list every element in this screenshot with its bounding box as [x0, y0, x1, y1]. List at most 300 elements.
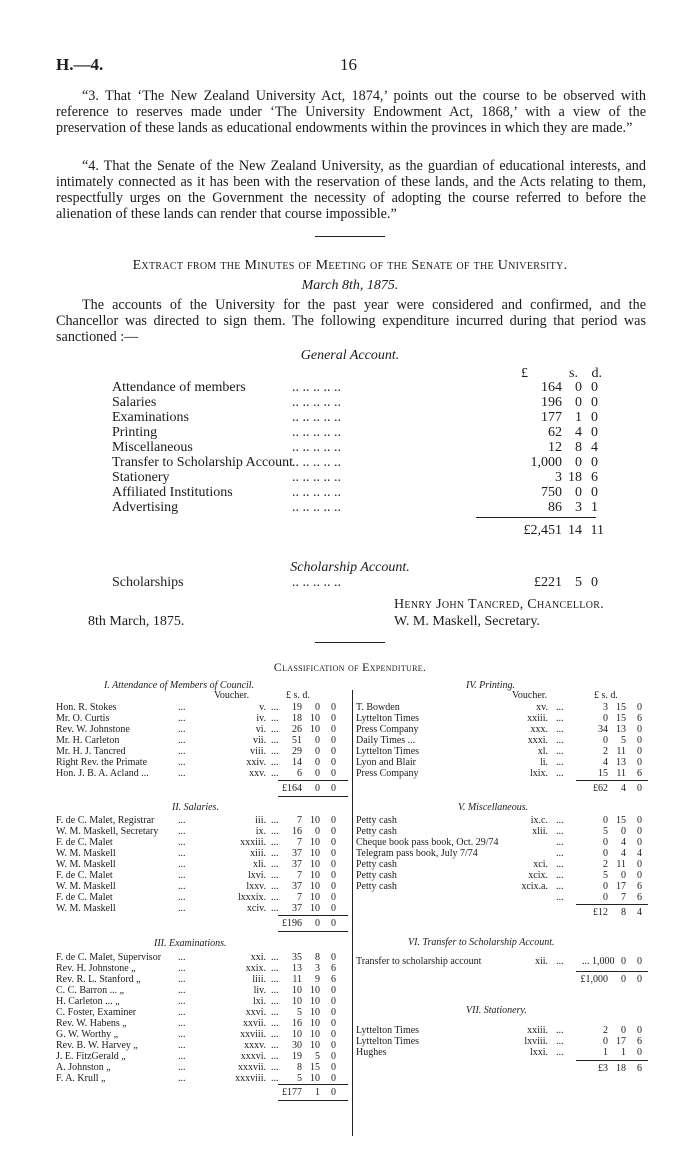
- pence: 0: [331, 1007, 336, 1018]
- secretary-signature: W. M. Maskell, Secretary.: [394, 614, 540, 629]
- leader: ...: [271, 837, 279, 848]
- leader: ...: [178, 1040, 186, 1051]
- section-total: [56, 918, 352, 929]
- shillings: 10: [310, 903, 320, 914]
- row-label: Stationery: [112, 470, 170, 485]
- table-row: [56, 1040, 352, 1051]
- leader: ...: [556, 757, 564, 768]
- leader: ...: [556, 713, 564, 724]
- pounds: 19: [292, 1051, 302, 1062]
- leader: ...: [556, 848, 564, 859]
- voucher: iii.: [255, 815, 266, 826]
- pence: 0: [637, 870, 642, 881]
- payee: T. Bowden: [356, 702, 400, 713]
- leader: ...: [271, 713, 279, 724]
- general-row: [112, 410, 652, 425]
- voucher: xxv.: [249, 768, 266, 779]
- voucher: xxiii.: [527, 1025, 548, 1036]
- pounds: 5: [603, 870, 608, 881]
- shillings: 15: [616, 702, 626, 713]
- pounds: 5: [297, 1073, 302, 1084]
- pence: 0: [637, 724, 642, 735]
- pence: 0: [331, 746, 336, 757]
- table-row: [356, 848, 652, 859]
- shillings: 0: [315, 826, 320, 837]
- pence: 0: [637, 735, 642, 746]
- pence: 0: [331, 1062, 336, 1073]
- payee: Hon. J. B. A. Acland ...: [56, 768, 149, 779]
- col-shillings: s.: [569, 366, 578, 381]
- pence: 6: [637, 1036, 642, 1047]
- leader: ...: [178, 815, 186, 826]
- section-total: [356, 974, 652, 985]
- leader: ...: [271, 996, 279, 1007]
- pence: 0: [331, 1029, 336, 1040]
- pounds: 2: [603, 859, 608, 870]
- shillings: 17: [616, 1036, 626, 1047]
- section-total: [56, 783, 352, 794]
- scholarship-account-title: Scholarship Account.: [290, 560, 410, 575]
- voucher: ix.: [255, 826, 266, 837]
- col-header: £ s. d.: [286, 690, 310, 701]
- leader: ...: [556, 768, 564, 779]
- shillings: 10: [310, 713, 320, 724]
- leader: ...: [271, 985, 279, 996]
- table-row: [56, 892, 352, 903]
- pence: 6: [637, 881, 642, 892]
- document-code: H.—4.: [56, 55, 104, 74]
- leader: ...: [178, 702, 186, 713]
- shillings: 4: [621, 783, 626, 794]
- payee: W. M. Maskell, Secretary: [56, 826, 159, 837]
- pence: 0: [637, 956, 642, 967]
- resolution-3: “3. That ‘The New Zealand University Act, 1874,’ points out the course to be observed with reference to reserves made under ‘The University Endowment Act, 1868,’ with a view of the preservation of these lands as educational endowments within the provinces in which they are made.”: [56, 88, 646, 136]
- sum-rule: [278, 780, 348, 781]
- voucher: xxxiii.: [240, 837, 266, 848]
- pence: 4: [637, 907, 642, 918]
- pence: 0: [331, 996, 336, 1007]
- table-row: [356, 746, 652, 757]
- leader: ...: [178, 746, 186, 757]
- voucher: lxix.: [529, 768, 548, 779]
- leader-dots: .. .. .. .. ..: [292, 395, 341, 410]
- payee: A. Johnston „: [56, 1062, 111, 1073]
- general-row: [112, 440, 652, 455]
- divider: [315, 236, 385, 237]
- leader: ...: [271, 757, 279, 768]
- resolution-4: “4. That the Senate of the New Zealand University, as the guardian of educational interests, and intimately connected as it has been with the reservation of these lands, and the Acts relating to them, respectfully urges on the Government the necessity of adopting the course referred to before the alienation of these lands can render that course impossible.”: [56, 158, 646, 222]
- general-row: [112, 500, 652, 515]
- payee: W. M. Maskell: [56, 881, 116, 892]
- shillings: 0: [621, 956, 626, 967]
- shillings: 5: [315, 1051, 320, 1062]
- leader: ...: [556, 837, 564, 848]
- leader: ...: [271, 963, 279, 974]
- pence: 0: [331, 826, 336, 837]
- table-row: [356, 892, 652, 903]
- leader: ...: [178, 903, 186, 914]
- leader-dots: .. .. .. .. ..: [292, 455, 341, 470]
- extract-date: March 8th, 1875.: [301, 278, 399, 293]
- pounds: 1: [603, 1047, 608, 1058]
- voucher: lxxi.: [529, 1047, 548, 1058]
- leader-dots: .. .. .. .. ..: [292, 380, 341, 395]
- row-label: Advertising: [112, 500, 179, 515]
- shillings: 14: [568, 523, 582, 538]
- voucher-header: Voucher.: [214, 690, 250, 701]
- pence: 6: [637, 768, 642, 779]
- leader: ...: [178, 859, 186, 870]
- pounds: 37: [292, 881, 302, 892]
- table-row: [56, 1029, 352, 1040]
- pence: 0: [331, 881, 336, 892]
- pounds: 750: [541, 485, 562, 500]
- classification-title: Classification of Expenditure.: [273, 660, 427, 674]
- pounds: 177: [541, 410, 562, 425]
- pounds: 10: [292, 1029, 302, 1040]
- pence: 0: [331, 1051, 336, 1062]
- payee: Petty cash: [356, 870, 397, 881]
- table-row: [356, 1025, 652, 1036]
- table-row: [356, 881, 652, 892]
- voucher: xxvii.: [242, 1018, 266, 1029]
- shillings: 3: [575, 500, 582, 515]
- payee: Lyttelton Times: [356, 746, 420, 757]
- leader: ...: [271, 1062, 279, 1073]
- table-row: [356, 1047, 652, 1058]
- pounds: 10: [292, 985, 302, 996]
- pounds: 19: [292, 702, 302, 713]
- leader-dots: .. .. .. .. ..: [292, 500, 341, 515]
- pence: 0: [591, 410, 598, 425]
- payee: F. de C. Malet: [56, 870, 113, 881]
- voucher: xxiii.: [527, 713, 548, 724]
- sum-rule: [476, 517, 596, 518]
- leader: ...: [271, 815, 279, 826]
- shillings: 1: [575, 410, 582, 425]
- sum-rule: [278, 1084, 348, 1085]
- pounds: £196: [282, 918, 302, 929]
- shillings: 15: [310, 1062, 320, 1073]
- pounds: £3: [598, 1063, 608, 1074]
- shillings: 18: [568, 470, 582, 485]
- voucher: xl.: [537, 746, 548, 757]
- leader: ...: [271, 881, 279, 892]
- shillings: 4: [621, 848, 626, 859]
- leader: ...: [556, 859, 564, 870]
- table-row: [56, 974, 352, 985]
- table-row: [56, 870, 352, 881]
- payee: Press Company: [356, 724, 419, 735]
- shillings: 0: [315, 768, 320, 779]
- table-row: [56, 881, 352, 892]
- payee: Lyttelton Times: [356, 713, 420, 724]
- shillings: 10: [310, 1029, 320, 1040]
- pounds: 0: [603, 815, 608, 826]
- pence: 0: [331, 952, 336, 963]
- pence: 0: [591, 395, 598, 410]
- pounds: 2: [603, 1025, 608, 1036]
- leader: ...: [178, 826, 186, 837]
- section-title: III. Examinations.: [154, 938, 227, 949]
- pounds: £62: [593, 783, 608, 794]
- leader: ...: [178, 724, 186, 735]
- pence: 0: [331, 735, 336, 746]
- table-row: [356, 713, 652, 724]
- chancellor-signature: Henry John Tancred, Chancellor.: [394, 597, 604, 612]
- shillings: 18: [616, 1063, 626, 1074]
- leader: ...: [556, 881, 564, 892]
- leader: ...: [178, 881, 186, 892]
- pence: 0: [331, 985, 336, 996]
- extract-paragraph: The accounts of the University for the past year were considered and confirmed, and the Chancellor was directed to sign them. The following expenditure incurred during that period was sanctioned :—: [56, 297, 646, 345]
- payee: Lyon and Blair: [356, 757, 416, 768]
- leader: ...: [556, 892, 564, 903]
- leader: ...: [178, 870, 186, 881]
- shillings: 0: [315, 735, 320, 746]
- pence: 0: [331, 870, 336, 881]
- pounds: 0: [603, 735, 608, 746]
- sum-rule: [278, 1100, 348, 1101]
- pence: 0: [591, 485, 598, 500]
- pence: 6: [331, 974, 336, 985]
- shillings: 17: [616, 881, 626, 892]
- pounds: 5: [297, 1007, 302, 1018]
- pounds: 35: [292, 952, 302, 963]
- divider: [315, 642, 385, 643]
- scholarship-row: [112, 575, 652, 590]
- payee: Petty cash: [356, 815, 397, 826]
- table-row: [56, 724, 352, 735]
- leader: ...: [178, 735, 186, 746]
- pence: 0: [637, 757, 642, 768]
- leader: ...: [178, 757, 186, 768]
- pence: 0: [591, 455, 598, 470]
- payee: W. M. Maskell: [56, 859, 116, 870]
- leader: ...: [271, 702, 279, 713]
- shillings: 0: [315, 746, 320, 757]
- voucher: lxxxix.: [237, 892, 266, 903]
- pence: 0: [331, 815, 336, 826]
- voucher: vi.: [255, 724, 266, 735]
- section-total: [356, 1063, 652, 1074]
- voucher-header: Voucher.: [512, 690, 548, 701]
- payee: H. Carleton ... „: [56, 996, 120, 1007]
- payee: Petty cash: [356, 859, 397, 870]
- pounds: 86: [548, 500, 562, 515]
- payee: Daily Times ...: [356, 735, 416, 746]
- payee: C. Foster, Examiner: [56, 1007, 137, 1018]
- pounds: 7: [297, 892, 302, 903]
- pence: 0: [331, 724, 336, 735]
- row-label: Salaries: [112, 395, 157, 410]
- pence: 0: [331, 859, 336, 870]
- shillings: 0: [575, 485, 582, 500]
- shillings: 10: [310, 848, 320, 859]
- leader: ...: [178, 985, 186, 996]
- signature-date: 8th March, 1875.: [88, 614, 185, 629]
- pounds: 8: [297, 1062, 302, 1073]
- table-row: [56, 1051, 352, 1062]
- pence: 0: [591, 425, 598, 440]
- pounds: 7: [297, 837, 302, 848]
- leader: ...: [178, 996, 186, 1007]
- leader: ...: [271, 724, 279, 735]
- shillings: 7: [621, 892, 626, 903]
- sum-rule: [278, 915, 348, 916]
- pounds: 37: [292, 859, 302, 870]
- voucher: xcix.a.: [521, 881, 548, 892]
- voucher: lxxv.: [246, 881, 266, 892]
- payee: J. E. FitzGerald „: [56, 1051, 126, 1062]
- pence: 0: [331, 768, 336, 779]
- pounds: 16: [292, 826, 302, 837]
- voucher: lxvi.: [247, 870, 266, 881]
- row-label: Examinations: [112, 410, 189, 425]
- voucher: xxxvii.: [237, 1062, 266, 1073]
- pounds: £164: [282, 783, 302, 794]
- leader: ...: [178, 1018, 186, 1029]
- payee: F. de C. Malet: [56, 892, 113, 903]
- shillings: 10: [310, 870, 320, 881]
- page-number: 16: [340, 55, 357, 74]
- general-row: [112, 455, 652, 470]
- voucher: xxxi.: [527, 735, 548, 746]
- table-row: [56, 985, 352, 996]
- payee: Right Rev. the Primate: [56, 757, 148, 768]
- pence: 0: [331, 1073, 336, 1084]
- sum-rule: [278, 931, 348, 932]
- voucher: vii.: [252, 735, 266, 746]
- pence: 0: [331, 713, 336, 724]
- leader: ...: [178, 713, 186, 724]
- shillings: 10: [310, 881, 320, 892]
- table-row: [356, 870, 652, 881]
- pence: 0: [331, 757, 336, 768]
- table-row: [356, 815, 652, 826]
- voucher: xxi.: [250, 952, 266, 963]
- pence: 0: [331, 837, 336, 848]
- shillings: 0: [575, 380, 582, 395]
- sum-rule: [576, 780, 648, 781]
- pounds: 13: [292, 963, 302, 974]
- leader: ...: [556, 1047, 564, 1058]
- row-label: Attendance of members: [112, 380, 246, 395]
- shillings: 0: [621, 826, 626, 837]
- pence: 0: [331, 848, 336, 859]
- shillings: 10: [310, 985, 320, 996]
- pounds: 2: [603, 746, 608, 757]
- shillings: 11: [616, 859, 626, 870]
- pence: 0: [331, 783, 336, 794]
- pounds: 6: [297, 768, 302, 779]
- voucher: viii.: [250, 746, 266, 757]
- pounds: 16: [292, 1018, 302, 1029]
- leader: ...: [178, 848, 186, 859]
- table-row: [356, 724, 652, 735]
- pounds: ... 1,000: [582, 956, 615, 967]
- pence: 0: [331, 918, 336, 929]
- shillings: 10: [310, 1018, 320, 1029]
- leader-dots: .. .. .. .. ..: [292, 425, 341, 440]
- section-total: [356, 907, 652, 918]
- pence: 4: [637, 848, 642, 859]
- pounds: 164: [541, 380, 562, 395]
- shillings: 8: [621, 907, 626, 918]
- pence: 0: [591, 380, 598, 395]
- leader: ...: [271, 746, 279, 757]
- voucher: xcix.: [528, 870, 548, 881]
- shillings: 8: [575, 440, 582, 455]
- pounds: 3: [555, 470, 562, 485]
- leader: ...: [178, 892, 186, 903]
- leader-dots: .. .. .. .. ..: [292, 410, 341, 425]
- pence: 1: [591, 500, 598, 515]
- voucher: xxx.: [530, 724, 548, 735]
- pence: 0: [637, 859, 642, 870]
- leader: ...: [271, 974, 279, 985]
- pounds: £177: [282, 1087, 302, 1098]
- leader: ...: [271, 1051, 279, 1062]
- payee: W. M. Maskell: [56, 848, 116, 859]
- shillings: 4: [621, 837, 626, 848]
- leader: ...: [178, 1051, 186, 1062]
- pounds: £221: [534, 575, 562, 590]
- table-row: [56, 963, 352, 974]
- payee: F. A. Krull „: [56, 1073, 106, 1084]
- table-row: [356, 837, 652, 848]
- shillings: 10: [310, 996, 320, 1007]
- section-title: VII. Stationery.: [466, 1005, 527, 1016]
- table-row: [56, 859, 352, 870]
- payee: Telegram pass book, July 7/74: [356, 848, 478, 859]
- pence: 0: [331, 702, 336, 713]
- shillings: 10: [310, 1007, 320, 1018]
- table-row: [56, 848, 352, 859]
- leader: ...: [271, 735, 279, 746]
- voucher: xciv.: [246, 903, 266, 914]
- table-row: [56, 826, 352, 837]
- shillings: 15: [616, 713, 626, 724]
- pence: 0: [637, 826, 642, 837]
- pounds: £2,451: [523, 523, 562, 538]
- payee: F. de C. Malet, Supervisor: [56, 952, 162, 963]
- shillings: 0: [621, 974, 626, 985]
- payee: Rev. B. W. Harvey „: [56, 1040, 138, 1051]
- voucher: xxviii.: [240, 1029, 266, 1040]
- table-row: [56, 1073, 352, 1084]
- column-divider: [352, 690, 353, 1136]
- pence: 0: [637, 1047, 642, 1058]
- col-pounds: £: [521, 366, 528, 381]
- shillings: 9: [315, 974, 320, 985]
- pence: 0: [637, 783, 642, 794]
- payee: Cheque book pass book, Oct. 29/74: [356, 837, 499, 848]
- pounds: 15: [598, 768, 608, 779]
- payee: Press Company: [356, 768, 419, 779]
- general-row: [112, 380, 652, 395]
- voucher: iv.: [256, 713, 266, 724]
- leader: ...: [178, 1062, 186, 1073]
- shillings: 0: [315, 757, 320, 768]
- table-row: [56, 815, 352, 826]
- voucher: xxxvi.: [240, 1051, 266, 1062]
- table-row: [356, 956, 652, 967]
- payee: Rev. W. Johnstone: [56, 724, 130, 735]
- leader: ...: [271, 870, 279, 881]
- pence: 0: [331, 1018, 336, 1029]
- row-label: Printing: [112, 425, 158, 440]
